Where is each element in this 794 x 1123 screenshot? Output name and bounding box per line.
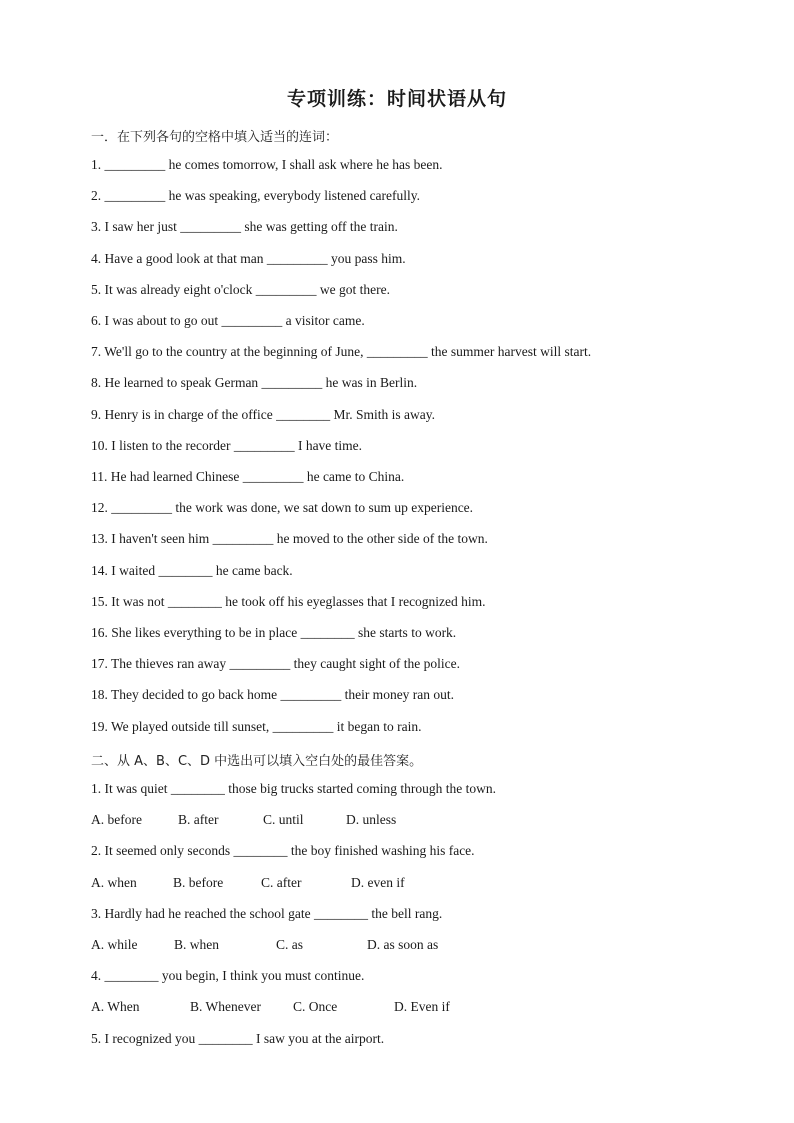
fill-blank-item: 11. He had learned Chinese _________ he came to China. xyxy=(91,469,405,484)
question-stem: 4. ________ you begin, I think you must continue. xyxy=(91,968,365,983)
option-a: A. before xyxy=(91,812,142,827)
question-stem: 2. It seemed only seconds ________ the boy finished washing his face. xyxy=(91,843,475,858)
option-b: B. after xyxy=(178,812,219,827)
fill-blank-item: 8. He learned to speak German _________ he was in Berlin. xyxy=(91,375,418,390)
fill-blank-item: 2. _________ he was speaking, everybody listened carefully. xyxy=(91,188,421,203)
fill-blank-item: 12. _________ the work was done, we sat down to sum up experience. xyxy=(91,500,474,515)
option-b: B. when xyxy=(174,937,219,952)
fill-blank-item: 1. _________ he comes tomorrow, I shall ask where he has been. xyxy=(91,157,443,172)
option-a: A. while xyxy=(91,937,138,952)
option-a: A. when xyxy=(91,875,137,890)
option-c: C. Once xyxy=(293,999,338,1014)
fill-blank-item: 18. They decided to go back home _________ their money ran out. xyxy=(91,687,455,702)
section-1-heading: 一．在下列各句的空格中填入适当的连词： xyxy=(91,130,339,145)
option-b: B. before xyxy=(173,875,224,890)
fill-blank-item: 7. We'll go to the country at the beginning of June, _________ the summer harvest will start. xyxy=(91,344,592,359)
fill-blank-item: 16. She likes everything to be in place ________ she starts to work. xyxy=(91,625,457,640)
option-d: D. unless xyxy=(346,812,397,827)
fill-blank-item: 15. It was not ________ he took off his eyeglasses that I recognized him. xyxy=(91,594,486,609)
option-c: C. until xyxy=(263,812,304,827)
option-d: D. as soon as xyxy=(367,937,439,952)
section-2-heading: 二、从 A、B、C、D 中选出可以填入空白处的最佳答案。 xyxy=(91,754,423,769)
option-b: B. Whenever xyxy=(190,999,261,1014)
fill-blank-item: 19. We played outside till sunset, _________ it began to rain. xyxy=(91,719,422,734)
option-a: A. When xyxy=(91,999,140,1014)
option-c: C. after xyxy=(261,875,302,890)
page-title: 专项训练：时间状语从句 xyxy=(286,88,507,110)
fill-blank-item: 4. Have a good look at that man _________ you pass him. xyxy=(91,251,406,266)
fill-blank-item: 13. I haven't seen him _________ he moved to the other side of the town. xyxy=(91,531,488,546)
fill-blank-item: 9. Henry is in charge of the office ________ Mr. Smith is away. xyxy=(91,407,435,422)
fill-blank-item: 17. The thieves ran away _________ they caught sight of the police. xyxy=(91,656,461,671)
fill-blank-item: 10. I listen to the recorder _________ I have time. xyxy=(91,438,363,453)
question-stem: 1. It was quiet ________ those big trucks started coming through the town. xyxy=(91,781,496,796)
fill-blank-item: 6. I was about to go out _________ a visitor came. xyxy=(91,313,365,328)
fill-blank-item: 3. I saw her just _________ she was getting off the train. xyxy=(91,219,398,234)
option-d: D. Even if xyxy=(394,999,450,1014)
fill-blank-item: 5. It was already eight o'clock _________ we got there. xyxy=(91,282,390,297)
fill-blank-item: 14. I waited ________ he came back. xyxy=(91,563,293,578)
question-stem: 5. I recognized you ________ I saw you at the airport. xyxy=(91,1031,385,1046)
option-d: D. even if xyxy=(351,875,405,890)
question-stem: 3. Hardly had he reached the school gate ________ the bell rang. xyxy=(91,906,443,921)
option-c: C. as xyxy=(276,937,303,952)
